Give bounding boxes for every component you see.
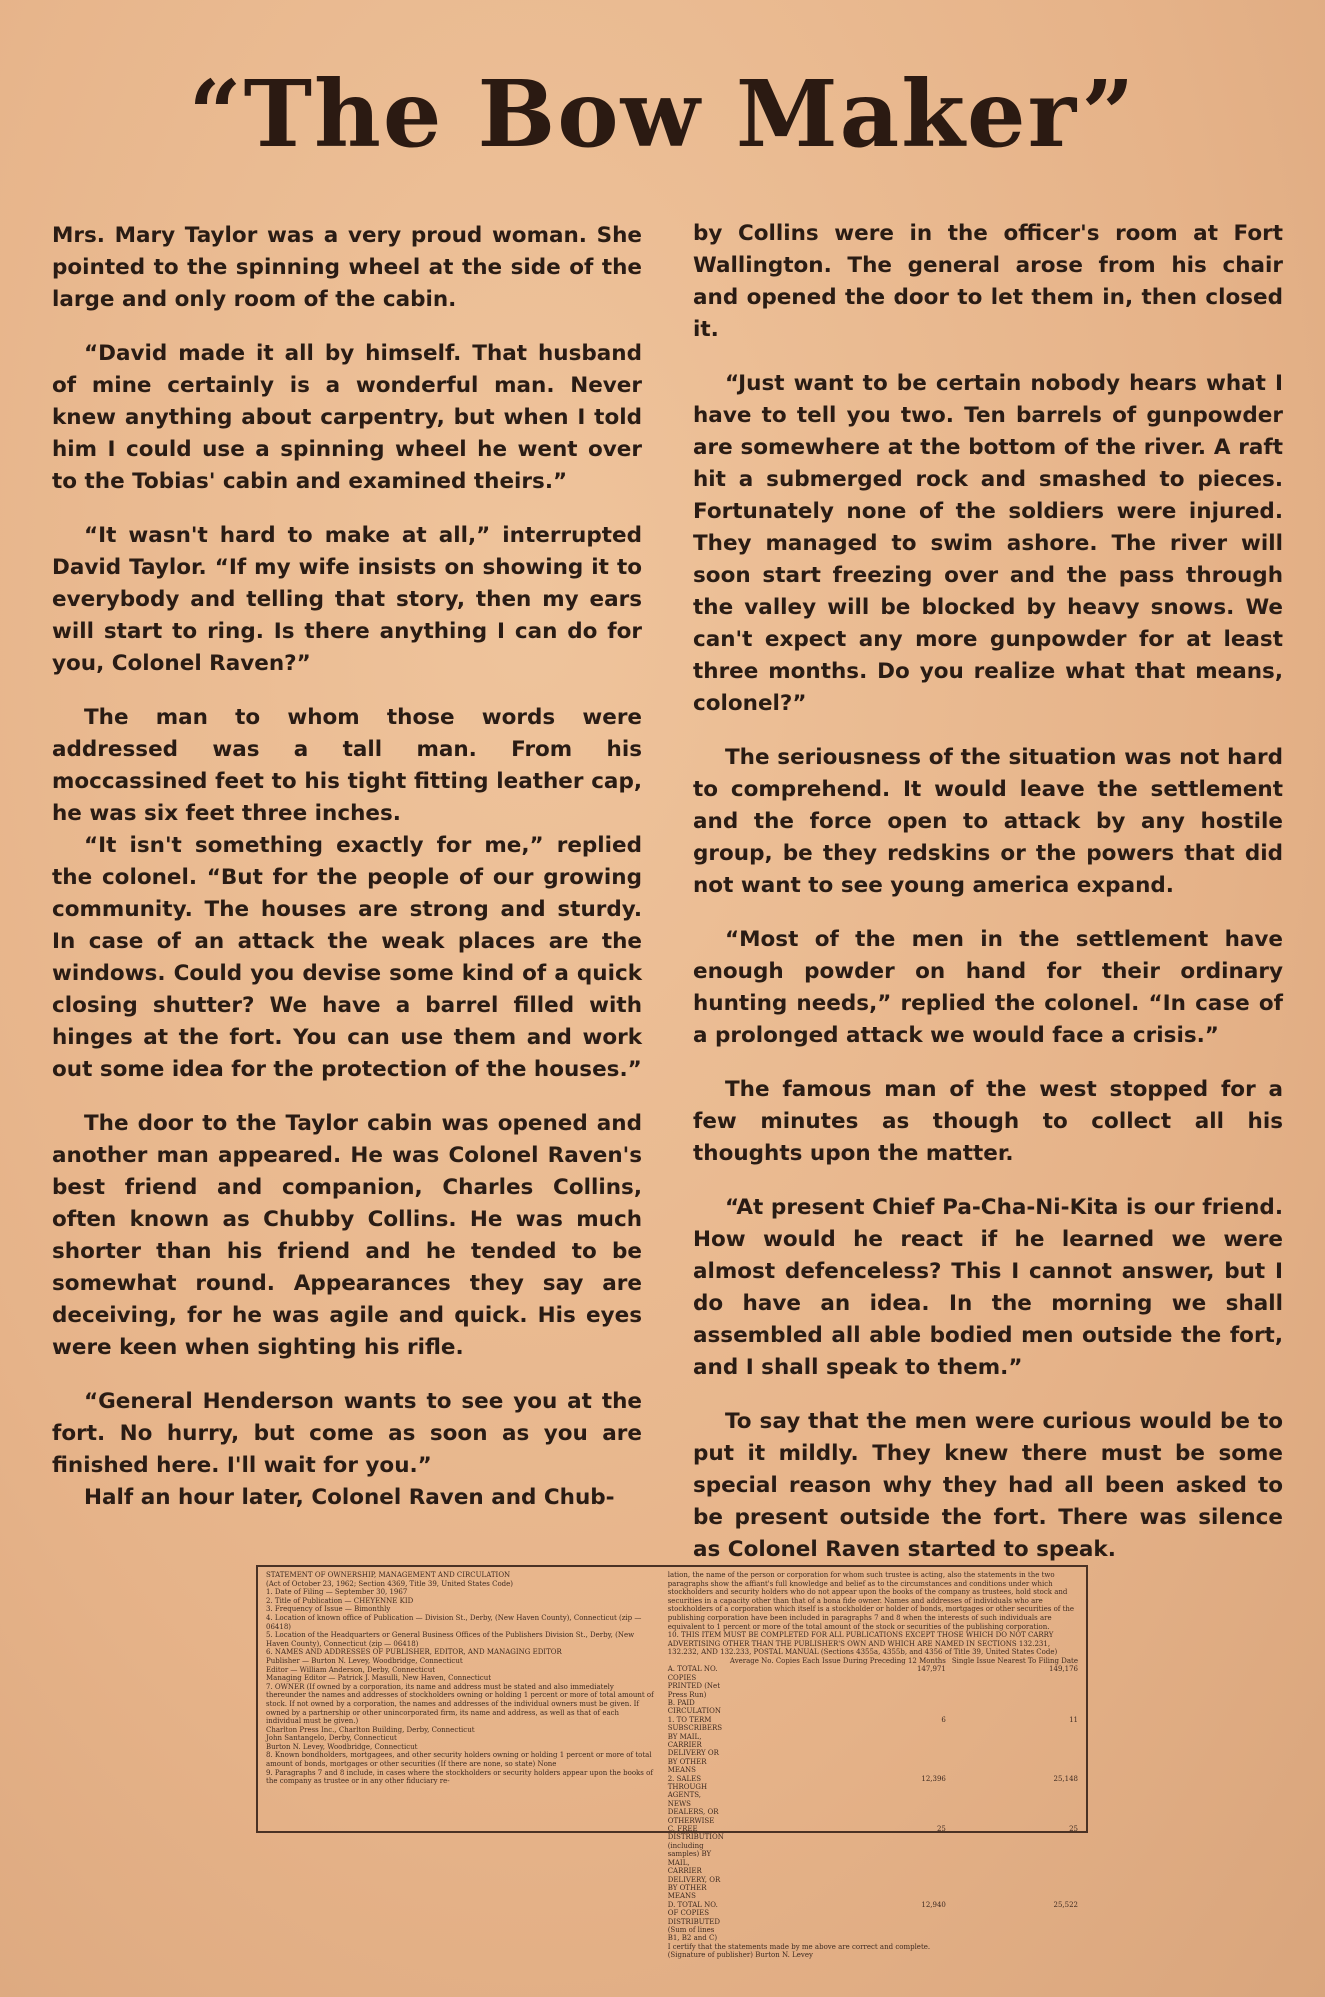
paragraph: The famous man of the west stopped for a few minutes as though to collect all his thoughts upon the matter. — [693, 1077, 1283, 1166]
right-column — [693, 218, 1283, 1588]
row-value: 25 — [1069, 1825, 1078, 1834]
row-value: 6 — [941, 1715, 946, 1724]
paragraph: To say that the men were curious would be to put it mildly. They knew there must be some special reason why they had all been asked to be present outside the fort. There was silence as Colonel Raven started to speak. — [693, 1409, 1283, 1562]
paragraph: The man to whom those words were addressed was a tall man. From his moccassined feet to his tight fitting leather cap, he was six feet three inches. — [52, 705, 642, 826]
statement-line: Managing Editor — Patrick J. Masulli, New Haven, Connecticut — [266, 1674, 492, 1683]
row-value: 25,148 — [1053, 1774, 1078, 1783]
paragraph: “General Henderson wants to see you at the fort. No hurry, but come as soon as you are finished here. I'll wait for you.” — [52, 1389, 642, 1478]
statement-line: 1. Date of Filing — September 30, 1967 — [266, 1588, 408, 1597]
paragraph: Half an hour later, Colonel Raven and Chub- — [84, 1485, 615, 1510]
paragraph: “At present Chief Pa-Cha-Ni-Kita is our friend. How would he react if he learned we were almost defenceless? This I cannot answer, but I do have an idea. In the morning we shall assembled all able bodied men outside the fort, and I shall speak to them.” — [693, 1195, 1283, 1380]
row-value: 147,971 — [916, 1665, 946, 1674]
column-header: Single Issue Nearest To Filing Date — [951, 1656, 1078, 1665]
statement-line: Charlton Press Inc., Charlton Building, Derby, Connecticut — [266, 1725, 475, 1734]
statement-line: 5. Location of the Headquarters or General Business Offices of the Publishers Division St., Derby, (New Haven County), Connecticut (zip — 06418) — [266, 1631, 635, 1648]
ownership-statement-box — [256, 1565, 1088, 1960]
row-label: D. TOTAL NO. OF COPIES DISTRIBUTED (Sum of lines B1, B2 and C) — [667, 1900, 721, 1943]
row-value — [946, 1699, 1078, 1716]
table-row — [668, 1716, 1078, 1775]
paragraph: The seriousness of the situation was not hard to comprehend. It would leave the settlement and the force open to attack by any hostile group, be they redskins or the powers that did not want to see young america expand. — [693, 745, 1283, 898]
statement-line: Publisher — Burton N. Levey, Woodbridge, Connecticut — [266, 1656, 463, 1665]
statement-line: (Act of October 23, 1962; Section 4369, Title 39, United States Code) — [266, 1579, 514, 1588]
statement-line: 9. Paragraphs 7 and 8 include, in cases where the stockholders or security holders appear upon the books of the company as trustee or in any other fiduciary re- — [266, 1768, 653, 1786]
paragraph: Mrs. Mary Taylor was a very proud woman. She pointed to the spinning wheel at the side of the large and only room of the cabin. — [52, 223, 642, 312]
paragraph: The door to the Taylor cabin was opened and another man appeared. He was Colonel Raven's best friend and companion, Charles Collins, often known as Chubby Collins. He was much shorter than his friend and he tended to be somewhat round. Appearances they say are deceiving, for he was agile and quick. His eyes were keen when sighting his rifle. — [52, 1111, 642, 1360]
row-value: 12,396 — [921, 1774, 946, 1783]
left-column — [52, 220, 642, 1536]
paragraph: “Most of the men in the settlement have enough powder on hand for their ordinary hunting needs,” replied the colonel. “In case of a prolonged attack we would face a crisis.” — [693, 927, 1283, 1048]
column-header: Average No. Copies Each Issue During Preceding 12 Months — [729, 1656, 946, 1665]
row-value — [724, 1699, 946, 1716]
statement-line: 10. THIS ITEM MUST BE COMPLETED FOR ALL PUBLICATIONS EXCEPT THOSE WHICH DO NOT CARRY ADVERTISING OTHER THAN THE PUBLISHER'S OWN AND WHICH ARE NAMED IN SECTIONS 132.231, 132.232, AND 132.233, POSTAL MANUAL (Sections 4355a, 4355b, and 4356 of Title 39, United States Code) — [667, 1631, 1058, 1657]
table-row — [668, 1775, 1078, 1825]
table-row — [668, 1901, 1078, 1943]
certify-line: I certify that the statements made by me above are correct and complete. — [667, 1942, 931, 1951]
statement-line: Burton N. Levey, Woodbridge, Connecticut — [266, 1742, 418, 1751]
statement-line: 3. Frequency of Issue — Bimonthly — [266, 1605, 391, 1614]
row-value: 12,940 — [921, 1900, 946, 1909]
statement-line: STATEMENT OF OWNERSHIP, MANAGEMENT AND CIRCULATION — [266, 1571, 511, 1579]
statement-line: 7. OWNER (If owned by a corporation, its name and address must be stated and also immediately thereunder the names and addresses of stockholders owning or holding 1 percent or more of total amount of stock. If not owned by a corporation, the names and addresses of the individual owners must be given. If owned by a partnership or other unincorporated firm, its name and address, as well as that of each individual must be given.) — [266, 1682, 654, 1726]
statement-line: lation, the name of the person or corporation for whom such trustee is acting, also the statements in the two paragraphs show the affiant's full knowledge and belief as to the circumstances and conditions under which stockholders and security holders who do not appear upon the books of the company as trustees, hold stock and securities in a capacity other than that of a bona fide owner. Names and addresses of individuals who are stockholders of a corporation which itself is a stockholder or holder of bonds, mortgages or other securities of the publishing corporation have been included in paragraphs 7 and 8 when the interests of such individuals are equivalent to 1 percent or more of the total amount of the stock or securities of the publishing corporation. — [667, 1571, 1075, 1631]
paragraph: “Just want to be certain nobody hears what I have to tell you two. Ten barrels of gunpowder are somewhere at the bottom of the river. A raft hit a submerged rock and smashed to pieces. Fortunately none of the soldiers were injured. They managed to swim ashore. The river will soon start freezing over and the pass through the valley will be blocked by heavy snows. We can't expect any more gunpowder for at least three months. Do you realize what that means, colonel?” — [693, 371, 1283, 716]
row-value: 11 — [1069, 1715, 1078, 1724]
paragraph: by Collins were in the officer's room at Fort Wallington. The general arose from his chair and opened the door to let them in, then closed it. — [693, 221, 1283, 342]
paragraph: “It wasn't hard to make at all,” interrupted David Taylor. “If my wife insists on showing it to everybody and telling that story, then my ears will start to ring. Is there anything I can do for you, Colonel Raven?” — [52, 523, 642, 676]
row-label: C. FREE DISTRIBUTION (including samples) BY MAIL, CARRIER DELIVERY, OR BY OTHER MEANS — [667, 1825, 724, 1901]
paragraph: “It isn't something exactly for me,” replied the colonel. “But for the people of our growing community. The houses are strong and sturdy. In case of an attack the weak places are the windows. Could you devise some kind of a quick closing shutter? We have a barrel filled with hinges at the fort. You can use them and work out some idea for the protection of the houses.” — [52, 833, 642, 1082]
statement-right-column — [667, 1571, 1078, 1960]
table-row — [668, 1699, 1078, 1716]
statement-line: 4. Location of known office of Publication — Division St., Derby, (New Haven County), Connecticut (zip — 06418) — [266, 1613, 642, 1631]
signature-line: (Signature of publisher) Burton N. Levey — [667, 1951, 813, 1960]
table-header-row — [668, 1657, 1078, 1665]
row-label: 1. TO TERM SUBSCRIBERS BY MAIL, CARRIER DELIVERY OR BY OTHER MEANS — [667, 1715, 723, 1775]
row-value: 25,522 — [1053, 1900, 1078, 1909]
story-title: “The Bow Maker” — [188, 60, 1137, 168]
statement-line: 2. Title of Publication — CHEYENNE KID — [266, 1596, 414, 1605]
table-row — [668, 1665, 1078, 1699]
circulation-table — [668, 1657, 1078, 1943]
statement-line: John Santangelo, Derby, Connecticut — [266, 1734, 397, 1743]
row-value: 25 — [936, 1825, 946, 1834]
table-row — [668, 1825, 1078, 1901]
statement-left-column — [266, 1571, 654, 1827]
statement-line: 6. NAMES AND ADDRESSES OF PUBLISHER, EDITOR, AND MANAGING EDITOR — [266, 1648, 562, 1657]
row-label: B. PAID CIRCULATION — [667, 1698, 721, 1716]
row-value: 149,176 — [1049, 1665, 1078, 1674]
row-label: A. TOTAL NO. COPIES PRINTED (Net Press Run) — [667, 1665, 721, 1699]
paragraph: “David made it all by himself. That husband of mine certainly is a wonderful man. Never knew anything about carpentry, but when I told him I could use a spinning wheel he went over to the Tobias' cabin and examined theirs.” — [52, 341, 642, 494]
statement-line: 8. Known bondholders, mortgagees, and other security holders owning or holding 1 percent or more of total amount of bonds, mortgages or other securities (If there are none, so state) None — [266, 1751, 652, 1769]
row-label: 2. SALES THROUGH AGENTS, NEWS DEALERS, OR OTHERWISE — [667, 1774, 719, 1825]
statement-line: Editor — William Anderson, Derby, Connecticut — [266, 1665, 436, 1674]
